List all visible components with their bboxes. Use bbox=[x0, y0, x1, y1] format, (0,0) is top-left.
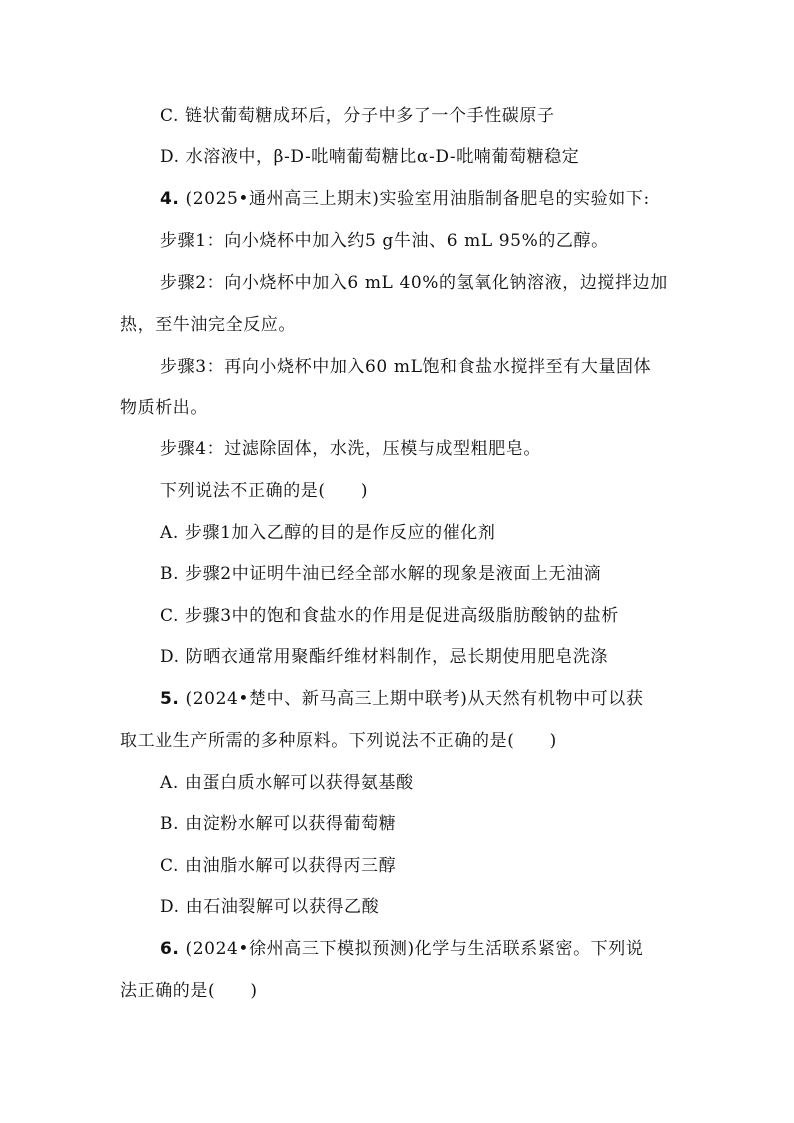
q5-option-d: D. 由石油裂解可以获得乙酸 bbox=[160, 897, 380, 917]
q5-stem-a: (2024•楚中、新马高三上期中联考)从天然有机物中可以获 bbox=[185, 689, 644, 709]
q4-step3-line2: 物质析出。 bbox=[120, 398, 208, 418]
q3-option-d: D. 水溶液中，β-D-吡喃葡萄糖比α-D-吡喃葡萄糖稳定 bbox=[160, 147, 580, 167]
q4-option-c: C. 步骤3中的饱和食盐水的作用是促进高级脂肪酸钠的盐析 bbox=[160, 606, 619, 626]
q4-number: 4. bbox=[160, 189, 180, 209]
q4-option-a: A. 步骤1加入乙醇的目的是作反应的催化剂 bbox=[160, 523, 496, 543]
q4-stem: (2025•通州高三上期末)实验室用油脂制备肥皂的实验如下: bbox=[185, 189, 650, 209]
q4-option-d: D. 防晒衣通常用聚酯纤维材料制作，忌长期使用肥皂洗涤 bbox=[160, 647, 609, 667]
q4-step3-line1: 步骤3：再向小烧杯中加入60 mL饱和食盐水搅拌至有大量固体 bbox=[160, 357, 652, 377]
q4-stem-line bbox=[160, 187, 650, 211]
q4-step2-line2: 热，至牛油完全反应。 bbox=[120, 315, 296, 335]
q4-step1: 步骤1：向小烧杯中加入约5 g牛油、6 mL 95%的乙醇。 bbox=[160, 231, 609, 251]
q6-stem-line1 bbox=[160, 937, 643, 961]
q3-option-c: C. 链状葡萄糖成环后，分子中多了一个手性碳原子 bbox=[160, 106, 555, 126]
q5-number: 5. bbox=[160, 689, 180, 709]
q4-option-b: B. 步骤2中证明牛油已经全部水解的现象是液面上无油滴 bbox=[160, 564, 602, 584]
q4-question: 下列说法不正确的是( ) bbox=[160, 481, 369, 501]
q6-stem-line2: 法正确的是( ) bbox=[120, 981, 258, 1001]
q5-option-b: B. 由淀粉水解可以获得葡萄糖 bbox=[160, 814, 397, 834]
q5-option-c: C. 由油脂水解可以获得丙三醇 bbox=[160, 856, 397, 876]
q5-stem-line1 bbox=[160, 687, 643, 711]
q5-stem-line2: 取工业生产所需的多种原料。下列说法不正确的是( ) bbox=[120, 731, 557, 751]
q5-option-a: A. 由蛋白质水解可以获得氨基酸 bbox=[160, 773, 414, 793]
q4-step4: 步骤4：过滤除固体，水洗，压模与成型粗肥皂。 bbox=[160, 439, 542, 459]
q6-stem-a: (2024•徐州高三下模拟预测)化学与生活联系紧密。下列说 bbox=[185, 939, 644, 959]
q6-number: 6. bbox=[160, 939, 180, 959]
q4-step2-line1: 步骤2：向小烧杯中加入6 mL 40%的氢氧化钠溶液，边搅拌边加 bbox=[160, 273, 668, 293]
